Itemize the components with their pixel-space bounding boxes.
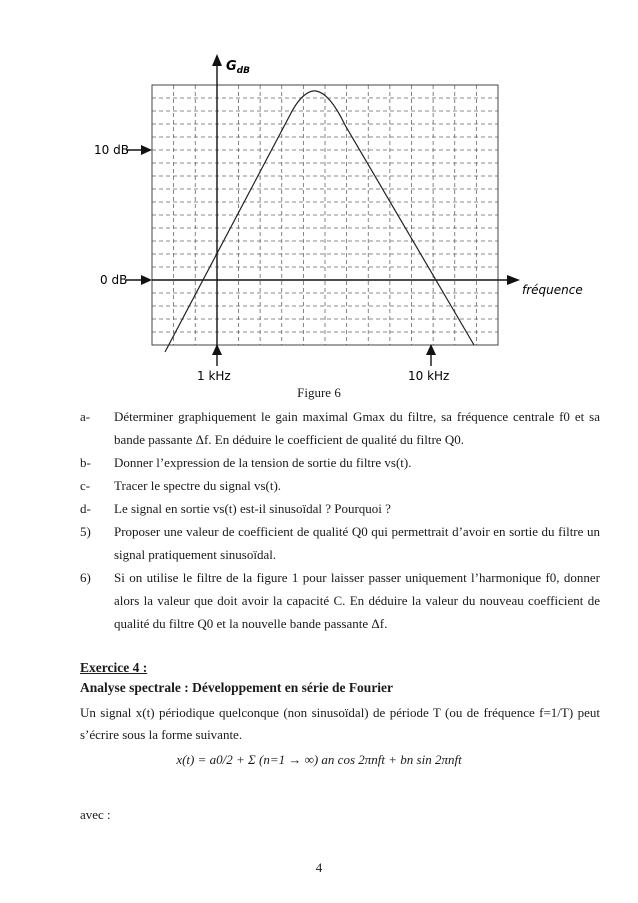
x-axis-label: fréquence bbox=[522, 283, 583, 297]
fourier-formula: x(t) = a0/2 + Σ (n=1 → ∞) an cos 2πnft + bn sin 2πnft bbox=[176, 752, 462, 767]
arrow-0db-head bbox=[141, 275, 152, 285]
label-1khz: 1 kHz bbox=[197, 369, 231, 383]
question-label: a- bbox=[80, 409, 91, 424]
exercise-subtitle: Analyse spectrale : Développement en série de Fourier bbox=[80, 680, 394, 695]
question-label: c- bbox=[80, 478, 91, 493]
arrow-10db-head bbox=[141, 145, 152, 155]
page-number: 4 bbox=[315, 860, 323, 875]
question-label: 6) bbox=[80, 570, 91, 585]
question-d bbox=[80, 497, 600, 520]
question-label: b- bbox=[80, 455, 91, 470]
exercise-title: Exercice 4 : bbox=[80, 660, 148, 675]
exercise-paragraph: Un signal x(t) périodique quelconque (non sinusoïdal) de période T (ou de fréquence f=1/T) peut s’écrire sous la forme suivante. bbox=[80, 705, 600, 742]
question-text: Tracer le spectre du signal vs(t). bbox=[114, 478, 282, 493]
gain-curve bbox=[165, 91, 474, 352]
question-label: 5) bbox=[80, 524, 91, 539]
question-b bbox=[80, 451, 600, 474]
question-label: d- bbox=[80, 501, 91, 516]
question-6 bbox=[80, 566, 600, 635]
figure-caption: Figure 6 bbox=[297, 385, 341, 400]
bode-gain-figure bbox=[0, 0, 638, 385]
label-10db: 10 dB bbox=[94, 143, 129, 157]
question-text: Proposer une valeur de coefficient de qualité Q0 qui permettrait d’avoir en sortie du filtre un signal pratiquement sinusoïdal. bbox=[114, 524, 600, 562]
x-axis-arrow bbox=[507, 275, 520, 285]
y-axis-arrow bbox=[212, 54, 222, 66]
grid bbox=[152, 85, 498, 345]
label-0db: 0 dB bbox=[100, 273, 128, 287]
question-a bbox=[80, 405, 600, 451]
question-text: Donner l’expression de la tension de sortie du filtre vs(t). bbox=[114, 455, 412, 470]
question-text: Le signal en sortie vs(t) est-il sinusoïdal ? Pourquoi ? bbox=[114, 501, 391, 516]
question-list bbox=[80, 405, 600, 635]
y-axis-label: $G_{dB}$ bbox=[226, 59, 250, 76]
question-text: Déterminer graphiquement le gain maximal Gmax du filtre, sa fréquence centrale f0 et sa bande passante Δf. En déduire le coefficient de qualité du filtre Q0. bbox=[114, 409, 600, 447]
question-5 bbox=[80, 520, 600, 566]
arrow-10khz-head bbox=[426, 344, 436, 355]
question-text: Si on utilise le filtre de la figure 1 pour laisser passer uniquement l’harmonique f0, donner alors la valeur que doit avoir la capacité C. En déduire la valeur du nouveau coefficient de qualité du filtre Q0 et la nouvelle bande passante Δf. bbox=[114, 570, 600, 631]
arrow-1khz-head bbox=[212, 344, 222, 355]
label-10khz: 10 kHz bbox=[408, 369, 450, 383]
avec-label: avec : bbox=[80, 807, 111, 822]
question-c bbox=[80, 474, 600, 497]
